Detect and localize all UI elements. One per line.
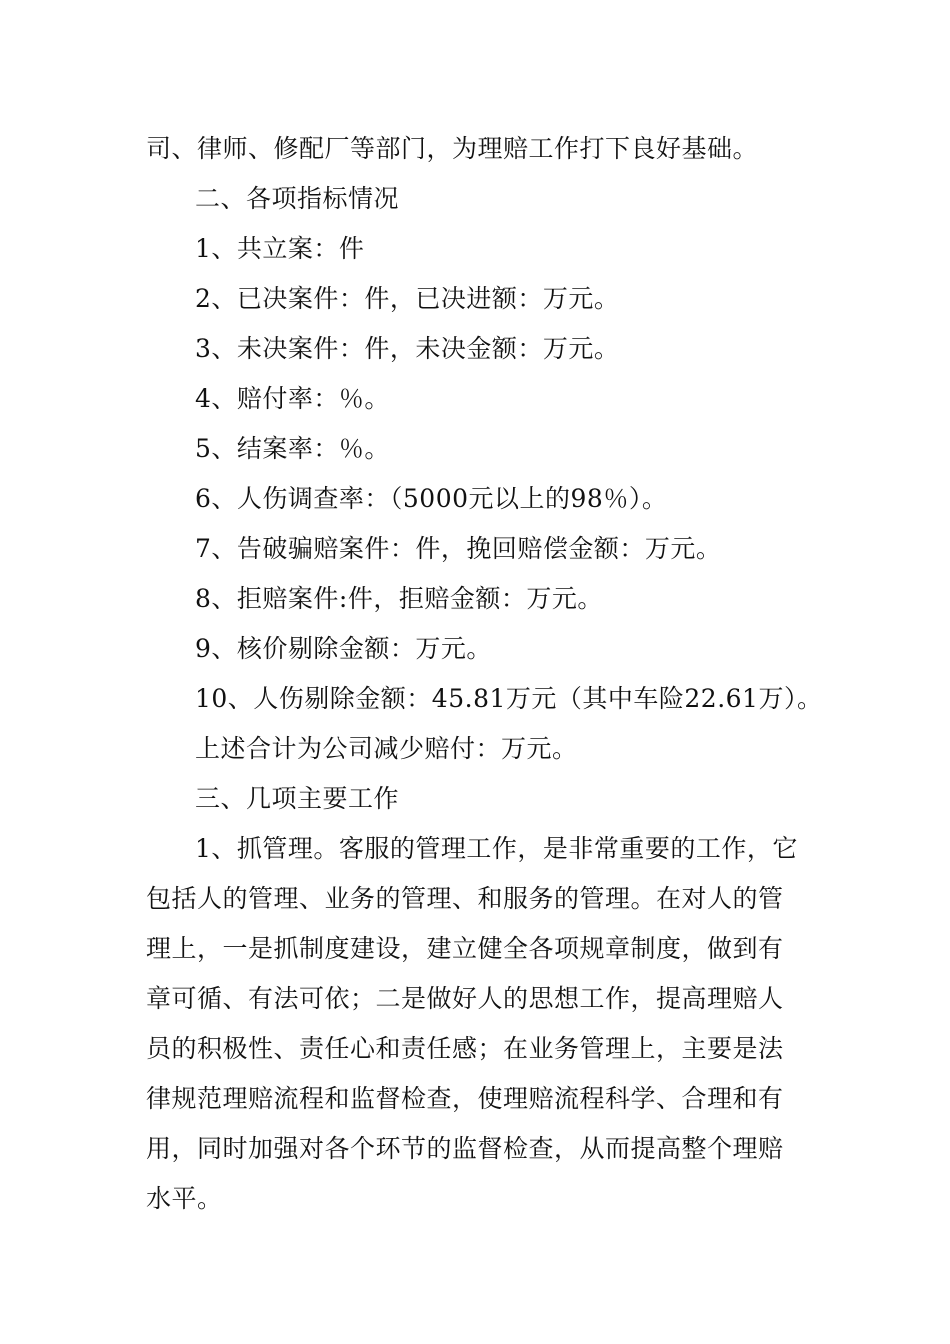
paragraph-line: 章可循、有法可依；二是做好人的思想工作，提高理赔人 — [146, 984, 784, 1013]
section-heading: 二、各项指标情况 — [195, 184, 400, 213]
paragraph-line: 水平。 — [146, 1184, 223, 1213]
list-item: 1、共立案：件 — [195, 234, 365, 263]
section-heading: 三、几项主要工作 — [195, 784, 400, 813]
paragraph-line: 律规范理赔流程和监督检查，使理赔流程科学、合理和有 — [146, 1084, 784, 1113]
paragraph-line: 用，同时加强对各个环节的监督检查，从而提高整个理赔 — [146, 1134, 784, 1163]
list-item: 10、人伤剔除金额：45.81万元（其中车险22.61万）。 — [195, 684, 823, 713]
summary-line: 上述合计为公司减少赔付：万元。 — [195, 734, 578, 763]
list-item: 8、拒赔案件:件，拒赔金额：万元。 — [195, 584, 603, 613]
paragraph-line: 包括人的管理、业务的管理、和服务的管理。在对人的管 — [146, 884, 784, 913]
list-item: 9、核价剔除金额：万元。 — [195, 634, 492, 663]
list-item: 7、告破骗赔案件：件，挽回赔偿金额：万元。 — [195, 534, 722, 563]
list-item: 4、赔付率：％。 — [195, 384, 390, 413]
paragraph-line: 员的积极性、责任心和责任感；在业务管理上，主要是法 — [146, 1034, 784, 1063]
list-item: 6、人伤调查率：（5000元以上的98％）。 — [195, 484, 668, 513]
paragraph-line: 理上，一是抓制度建设，建立健全各项规章制度，做到有 — [146, 934, 784, 963]
paragraph-line: 1、抓管理。客服的管理工作，是非常重要的工作，它 — [195, 834, 798, 863]
list-item: 2、已决案件：件，已决进额：万元。 — [195, 284, 620, 313]
list-item: 3、未决案件：件，未决金额：万元。 — [195, 334, 620, 363]
list-item: 5、结案率：％。 — [195, 434, 390, 463]
text-line: 司、律师、修配厂等部门，为理赔工作打下良好基础。 — [146, 134, 759, 163]
